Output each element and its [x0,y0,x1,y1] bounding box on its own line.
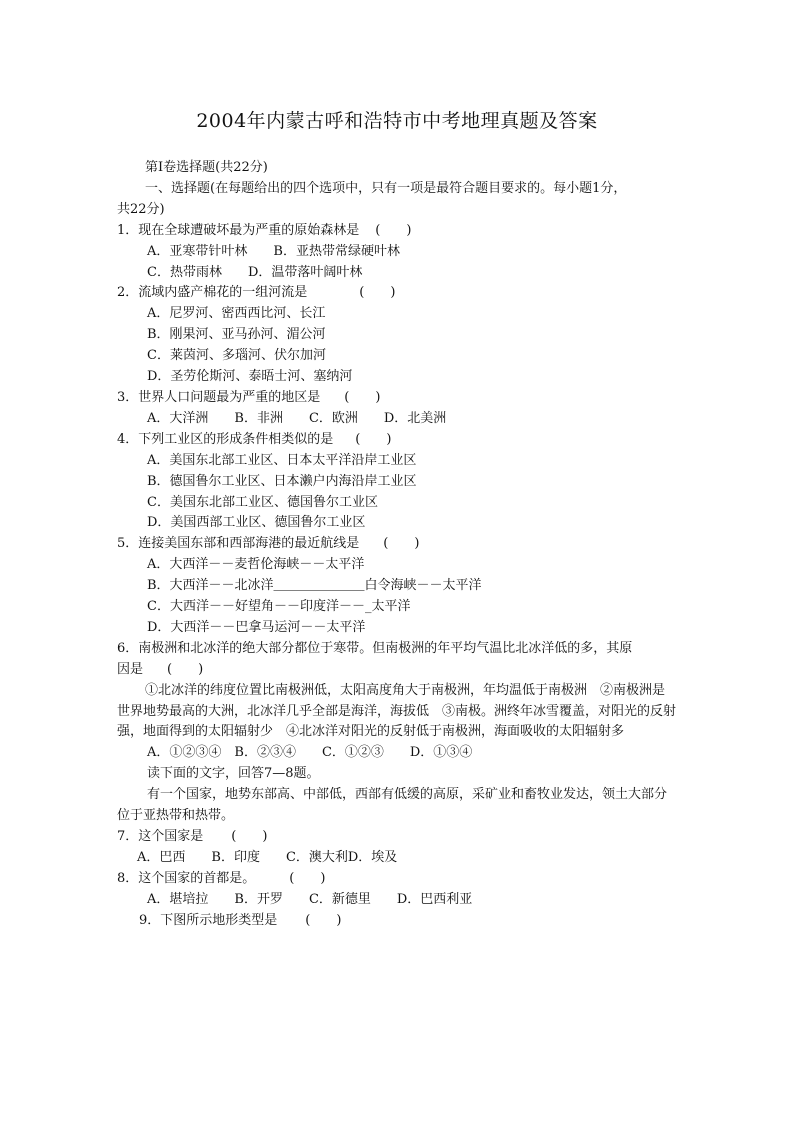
question-6-stem-line-1: 6．南极洲和北冰洋的绝大部分都位于寒带。但南极洲的年平均气温比北冰洋低的多，其原 [117,640,633,656]
question-1 [117,221,677,242]
section-heading: 第Ⅰ卷选择题(共22分) [145,160,268,175]
question-2-option-c: C．莱茵河、多瑙河、伏尔加河 [147,348,326,364]
question-8 [117,869,677,890]
question-5-option-a: A．大西洋－－麦哲伦海峡－－太平洋 [147,557,365,573]
question-4-option-d: D．美国西部工业区、德国鲁尔工业区 [147,515,366,531]
question-9-blank: ( ) [305,912,342,928]
question-4-stem: 4．下列工业区的形成条件相类似的是 [117,431,334,447]
question-9-stem: 9．下图所示地形类型是 [139,912,278,928]
question-1-stem: 1．现在全球遭破坏最为严重的原始森林是 [117,222,360,238]
question-5-blank: ( ) [383,536,420,552]
passage-text: 有一个国家，地势东部高、中部低，西部有低缓的高原，采矿业和畜牧业发达，领土大部分位于亚热带和热带。 [117,787,668,824]
question-8-stem: 8．这个国家的首都是。 [117,870,256,886]
question-7-blank: ( ) [231,829,268,844]
question-2-option-d: D．圣劳伦斯河、泰晤士河、塞纳河 [147,369,353,385]
question-3-blank: ( ) [344,389,381,405]
question-4-option-a: A．美国东北部工业区、日本太平洋沿岸工业区 [147,452,417,468]
question-3-options: A．大洋洲 B．非洲 C．欧洲 D．北美洲 [147,410,447,426]
question-7-stem: 7．这个国家是 [117,829,204,844]
question-4 [117,430,677,451]
question-2-option-a: A．尼罗河、密西西比河、长江 [147,306,326,322]
question-5-option-d: D．大西洋－－巴拿马运河－－太平洋 [147,619,366,635]
question-1-blank: ( ) [375,222,412,238]
question-6-options: A．①②③④ B．②③④ C．①②③ D．①③④ [147,745,473,761]
question-5-stem: 5．连接美国东部和西部海港的最近航线是 [117,536,360,552]
question-3 [117,388,677,409]
question-5 [117,534,677,555]
question-7 [117,827,677,848]
page-title: 2004年内蒙古呼和浩特市中考地理真题及答案 [196,110,598,132]
question-5-option-c: C．大西洋－－好望角－－印度洋－－_太平洋 [147,599,411,615]
question-6-stem-end: 因是 [117,661,144,677]
question-4-option-b: B．德国鲁尔工业区、日本濑户内海沿岸工业区 [147,473,417,489]
question-3-stem: 3．世界人口问题最为严重的地区是 [117,389,321,405]
question-2-stem: 2．流域内盛产棉花的一组河流是 [117,285,308,301]
question-5-option-b: B．大西洋－－北冰洋＿＿＿＿＿＿＿白令海峡－－太平洋 [147,578,482,594]
question-4-option-c: C．美国东北部工业区、德国鲁尔工业区 [147,494,378,510]
question-6-statements: ①北冰洋的纬度位置比南极洲低，太阳高度角大于南极洲，年均温低于南极洲 ②南极洲是世界地势最高的大洲，北冰洋几乎全部是海洋，海拔低 ③南极。洲终年冰雪覆盖，对阳光的反射强，地面得到的太阳辐射少 ④北冰洋对阳光的反射低于南极洲，海面吸收的太阳辐射多 [117,682,677,740]
instructions-line-1: 一、选择题(在每题给出的四个选项中，只有一项是最符合题目要求的。每小题1分， [145,180,627,196]
question-2-blank: ( ) [359,285,396,301]
question-1-options-row-1: A．亚寒带针叶林 B．亚热带常绿硬叶林 [147,243,400,259]
question-2-option-b: B．刚果河、亚马孙河、湄公河 [147,327,326,343]
question-9 [117,911,677,932]
question-2 [117,283,677,304]
question-7-options: A．巴西 B．印度 C．澳大利D．埃及 [137,849,398,865]
exam-body [117,158,677,932]
question-6-stem-line-2 [117,660,677,681]
question-4-blank: ( ) [355,431,392,447]
question-1-options-row-2: C．热带雨林 D．温带落叶阔叶林 [147,264,363,280]
question-8-blank: ( ) [289,870,326,886]
question-6-blank: ( ) [167,661,204,677]
instructions-line-2: 共22分) [117,201,165,217]
passage-intro: 读下面的文字，回答7—8题。 [147,766,320,782]
question-8-options: A．堪培拉 B．开罗 C．新德里 D．巴西利亚 [147,891,473,907]
